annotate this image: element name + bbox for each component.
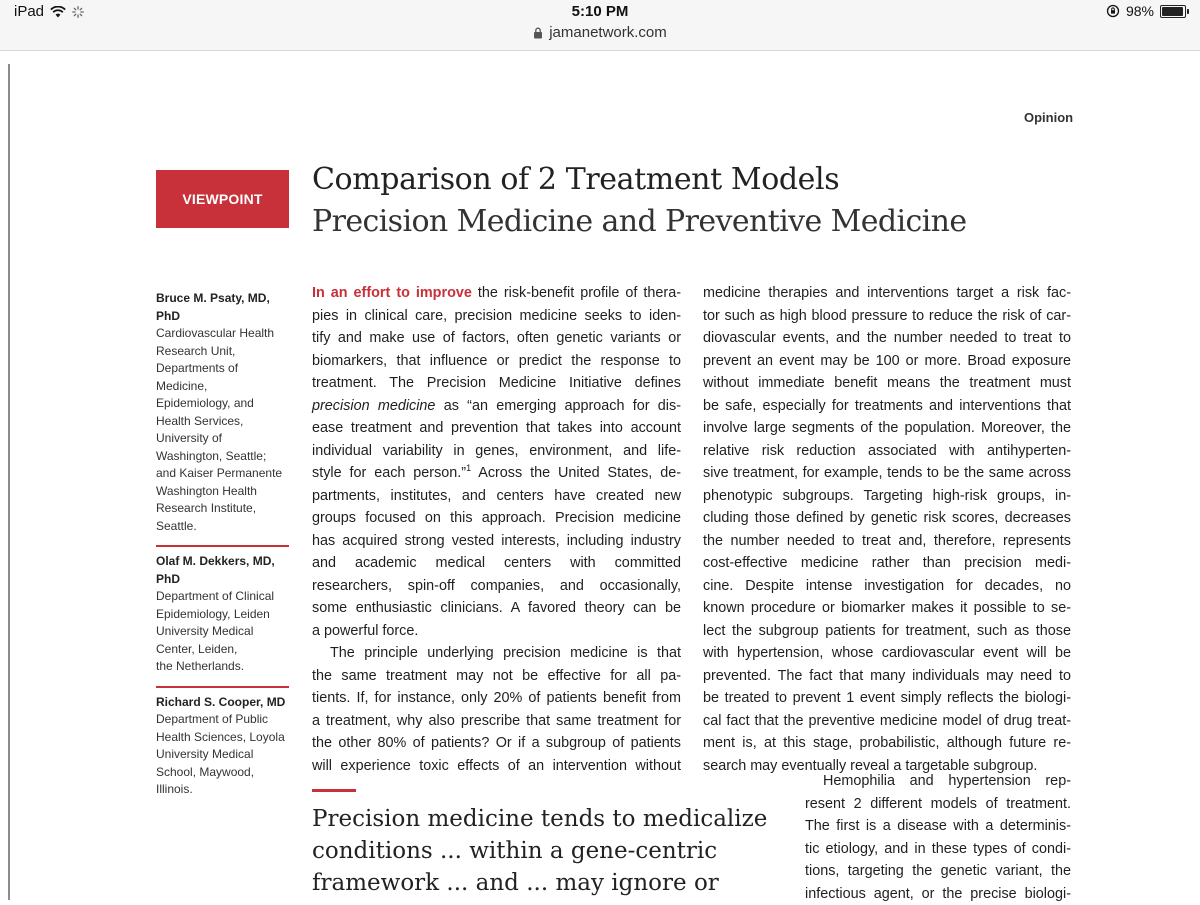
text-line: prevented. The fact that many individuals may need to xyxy=(703,665,1071,688)
author-affiliation: Center, Leiden, xyxy=(156,641,289,659)
text-line: without immediate benefit means the treatment must xyxy=(703,372,1071,395)
author-name: Olaf M. Dekkers, MD, xyxy=(156,553,289,571)
body-column-2 xyxy=(703,282,1071,777)
text-line: diovascular events, and the number needed to treat to xyxy=(703,327,1071,350)
text-span: the risk-benefit profile of thera- xyxy=(472,285,681,301)
article-title: Comparison of 2 Treatment Models xyxy=(312,162,839,197)
author-affiliation: and Kaiser Permanente xyxy=(156,465,289,483)
text-line: medicine therapies and interventions target a risk fac- xyxy=(703,282,1071,305)
author-affiliation: the Netherlands. xyxy=(156,658,289,676)
text-line: Hemophilia and hypertension rep- xyxy=(805,770,1071,793)
text-line: a powerful force. xyxy=(312,620,681,643)
text-line: cal fact that the preventive medicine model of drug treat- xyxy=(703,710,1071,733)
text-line: tify and make use of factors, often genetic variants or xyxy=(312,327,681,350)
text-line: ease treatment and prevention that takes into account xyxy=(312,417,681,440)
text-line: tions, targeting the genetic variant, the xyxy=(805,860,1071,883)
text-span: Across the United States, de- xyxy=(471,465,681,481)
pull-quote xyxy=(312,803,772,899)
lock-icon xyxy=(533,27,543,39)
battery-icon xyxy=(1160,5,1186,18)
author-affiliation: Illinois. xyxy=(156,781,289,799)
author-affiliation: Cardiovascular Health xyxy=(156,325,289,343)
battery-percent: 98% xyxy=(1126,3,1154,19)
author-name: Richard S. Cooper, MD xyxy=(156,694,289,712)
text-line: infectious agent, or the precise biologi- xyxy=(805,883,1071,905)
text-line: be treated to prevent 1 event simply reflects the biologi- xyxy=(703,687,1071,710)
text-line: the other 80% of patients? Or if a subgroup of patients xyxy=(312,732,681,755)
text-line: with hypertension, whose cardiovascular event will be xyxy=(703,642,1071,665)
text-line: will experience toxic effects of an intervention without xyxy=(312,755,681,778)
text-line: a treatment, why also prescribe that same treatment for xyxy=(312,710,681,733)
text-line: researchers, spin-off companies, and occasionally, xyxy=(312,575,681,598)
rotation-lock-icon xyxy=(1106,4,1120,18)
text-line: groups focused on this approach. Precision medicine xyxy=(312,507,681,530)
text-line: sive treatment, for example, tends to be the same across xyxy=(703,462,1071,485)
author-name: Bruce M. Psaty, MD, xyxy=(156,290,289,308)
text-line: be safe, especially for treatments and interventions that xyxy=(703,395,1071,418)
text-span: style for each person.” xyxy=(312,465,466,481)
text-line: prevent an event may be 100 or more. Broad exposure xyxy=(703,350,1071,373)
author-affiliation: University Medical xyxy=(156,623,289,641)
text-line xyxy=(312,395,681,418)
author-affiliation: Health Services, xyxy=(156,413,289,431)
text-line: the same treatment may not be effective for all pa- xyxy=(312,665,681,688)
text-line: search may eventually reveal a targetable subgroup. xyxy=(703,755,1071,778)
author-name: PhD xyxy=(156,571,289,589)
text-line: known procedure or biomarker makes it possible to se- xyxy=(703,597,1071,620)
body-column-3 xyxy=(805,770,1071,905)
text-span: as “an emerging approach for dis- xyxy=(435,398,681,414)
text-line: some enthusiastic clinicians. A favored theory can be xyxy=(312,597,681,620)
text-line: biomarkers, that influence or predict the response to xyxy=(312,350,681,373)
author-affiliation: Washington, Seattle; xyxy=(156,448,289,466)
author-affiliation: Washington Health xyxy=(156,483,289,501)
author-affiliation: University Medical xyxy=(156,746,289,764)
article-subtitle: Precision Medicine and Preventive Medicine xyxy=(312,204,967,239)
author-cooper xyxy=(156,686,289,809)
lead-in: In an effort to improve xyxy=(312,285,472,301)
author-affiliation: Seattle. xyxy=(156,518,289,536)
text-line: cine. Despite intense investigation for decades, no xyxy=(703,575,1071,598)
status-right xyxy=(1106,3,1186,19)
author-affiliation: Research Institute, xyxy=(156,500,289,518)
text-line: relative risk reduction associated with antihyperten- xyxy=(703,440,1071,463)
text-line: tic etiology, and in these types of condi- xyxy=(805,838,1071,861)
pull-quote-line: Precision medicine tends to medicalize xyxy=(312,803,772,835)
author-affiliation: University of xyxy=(156,430,289,448)
address-bar[interactable] xyxy=(0,24,1200,41)
device-name: iPad xyxy=(14,3,44,20)
author-affiliation: Medicine, xyxy=(156,378,289,396)
status-bar xyxy=(0,0,1200,51)
section-label: Opinion xyxy=(1024,110,1073,125)
body-column-1 xyxy=(312,282,681,777)
text-line: and academic medical centers with committed xyxy=(312,552,681,575)
author-affiliation: Departments of xyxy=(156,360,289,378)
text-line: individual variability in genes, environment, and life- xyxy=(312,440,681,463)
text-line: resent 2 different models of treatment. xyxy=(805,793,1071,816)
text-line: the number needed to treat and, therefore, represents xyxy=(703,530,1071,553)
author-dekkers xyxy=(156,545,289,686)
text-line: ment is, at this stage, probabilistic, although future re- xyxy=(703,732,1071,755)
author-affiliation: Department of Public xyxy=(156,711,289,729)
author-affiliation: School, Maywood, xyxy=(156,764,289,782)
text-line: treatment. The Precision Medicine Initiative defines xyxy=(312,372,681,395)
text-line xyxy=(312,462,681,485)
text-line: lect the subgroup patients for treatment, such as those xyxy=(703,620,1071,643)
text-line: The first is a disease with a determinis- xyxy=(805,815,1071,838)
pull-quote-line: framework ... and ... may ignore or xyxy=(312,867,772,899)
text-line: cost-effective medicine rather than precision medi- xyxy=(703,552,1071,575)
text-line: The principle underlying precision medicine is that xyxy=(312,642,681,665)
author-name: PhD xyxy=(156,308,289,326)
url-text: jamanetwork.com xyxy=(549,24,667,41)
pull-quote-line: conditions ... within a gene-centric xyxy=(312,835,772,867)
italic-term: precision medicine xyxy=(312,398,435,414)
text-line: tor such as high blood pressure to reduce the risk of car- xyxy=(703,305,1071,328)
text-line: partments, institutes, and centers have created new xyxy=(312,485,681,508)
author-psaty xyxy=(156,290,289,545)
text-line: pies in clinical care, precision medicine seeks to iden- xyxy=(312,305,681,328)
author-affiliation: Epidemiology, and xyxy=(156,395,289,413)
author-affiliation: Research Unit, xyxy=(156,343,289,361)
text-line xyxy=(312,282,681,305)
author-affiliation: Health Sciences, Loyola xyxy=(156,729,289,747)
author-affiliation: Epidemiology, Leiden xyxy=(156,606,289,624)
text-line: cluding those defined by genetic risk scores, decreases xyxy=(703,507,1071,530)
page-edge xyxy=(8,64,10,900)
text-line: involve large segments of the population. Moreover, the xyxy=(703,417,1071,440)
author-affiliation: Department of Clinical xyxy=(156,588,289,606)
text-line: phenotypic subgroups. Targeting high-risk groups, in- xyxy=(703,485,1071,508)
reference-link[interactable]: 1 xyxy=(466,463,471,473)
battery-level xyxy=(1162,7,1183,16)
viewpoint-label: VIEWPOINT xyxy=(156,170,289,228)
text-line: tients. If, for instance, only 20% of patients benefit from xyxy=(312,687,681,710)
pull-quote-rule xyxy=(312,789,356,792)
status-time: 5:10 PM xyxy=(0,3,1200,20)
text-line: has acquired strong vested interests, including industry xyxy=(312,530,681,553)
author-sidebar xyxy=(156,290,289,809)
